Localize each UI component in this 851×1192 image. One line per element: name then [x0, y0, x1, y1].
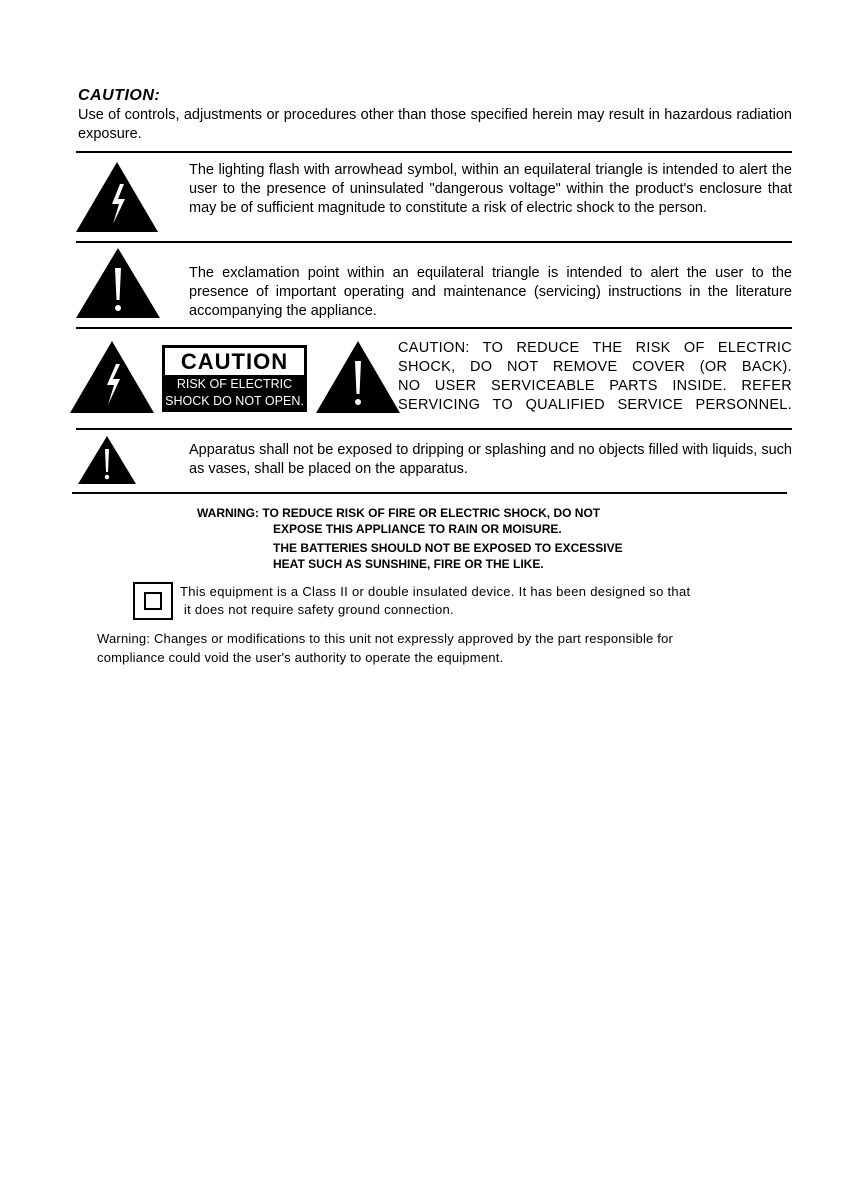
exclamation-warning-icon — [78, 436, 136, 484]
caution-caps-line: CAUTION: TO REDUCE THE RISK OF ELECTRIC — [398, 340, 792, 356]
caution-label-title: CAUTION — [165, 348, 304, 375]
class-ii-double-insulated-icon — [133, 582, 173, 620]
warning-line: HEAT SUCH AS SUNSHINE, FIRE OR THE LIKE. — [273, 557, 544, 571]
caution-caps-line: NO USER SERVICEABLE PARTS INSIDE. REFER — [398, 378, 792, 394]
divider — [72, 492, 787, 494]
exclamation-warning-icon — [76, 248, 160, 318]
caution-caps-line: SHOCK, DO NOT REMOVE COVER (OR BACK). — [398, 359, 792, 375]
caution-caps-line: SERVICING TO QUALIFIED SERVICE PERSONNEL. — [398, 397, 792, 413]
lightning-symbol-text: The lighting flash with arrowhead symbol, within an equilateral triangle is intended to alert the user to the presence of uninsulated "dangerous voltage" within the product's enclosure that may be of sufficient magnitude to constitute a risk of electric shock to the person. — [189, 162, 792, 216]
exclamation-warning-icon — [316, 341, 400, 413]
warning-line: WARNING: TO REDUCE RISK OF FIRE OR ELECTRIC SHOCK, DO NOT — [197, 506, 601, 520]
divider — [76, 327, 792, 329]
class-ii-inner-square — [144, 592, 162, 610]
caution-label-line: RISK OF ELECTRIC — [176, 377, 293, 391]
warning-line: EXPOSE THIS APPLIANCE TO RAIN OR MOISURE. — [273, 522, 562, 536]
fcc-line: compliance could void the user's authority to operate the equipment. — [97, 650, 504, 665]
fcc-line: Warning: Changes or modifications to this unit not expressly approved by the part responsible for — [97, 631, 674, 646]
caution-label — [162, 345, 307, 412]
exclamation-symbol-text: The exclamation point within an equilateral triangle is intended to alert the user to the presence of important operating and maintenance (servicing) instructions in the literature accompanying the appliance. — [189, 265, 792, 319]
class-ii-line: This equipment is a Class II or double insulated device. It has been designed so that — [180, 584, 691, 599]
divider — [76, 151, 792, 153]
fcc-warning-text — [97, 629, 673, 667]
caution-label-line: SHOCK DO NOT OPEN. — [165, 394, 304, 408]
class-ii-line: it does not require safety ground connection. — [180, 602, 454, 617]
caution-intro: Use of controls, adjustments or procedures other than those specified herein may result in hazardous radiation exposure. — [78, 107, 792, 142]
class-ii-text — [180, 583, 690, 619]
divider — [76, 241, 792, 243]
warning-line: THE BATTERIES SHOULD NOT BE EXPOSED TO EXCESSIVE — [273, 541, 623, 555]
lightning-warning-icon — [76, 162, 158, 232]
lightning-warning-icon — [70, 341, 154, 413]
divider — [76, 428, 792, 430]
dripping-warning-text: Apparatus shall not be exposed to dripping or splashing and no objects filled with liquids, such as vases, shall be placed on the apparatus. — [189, 442, 792, 477]
caution-caps-text — [398, 339, 792, 415]
caution-heading: CAUTION: — [78, 87, 161, 104]
